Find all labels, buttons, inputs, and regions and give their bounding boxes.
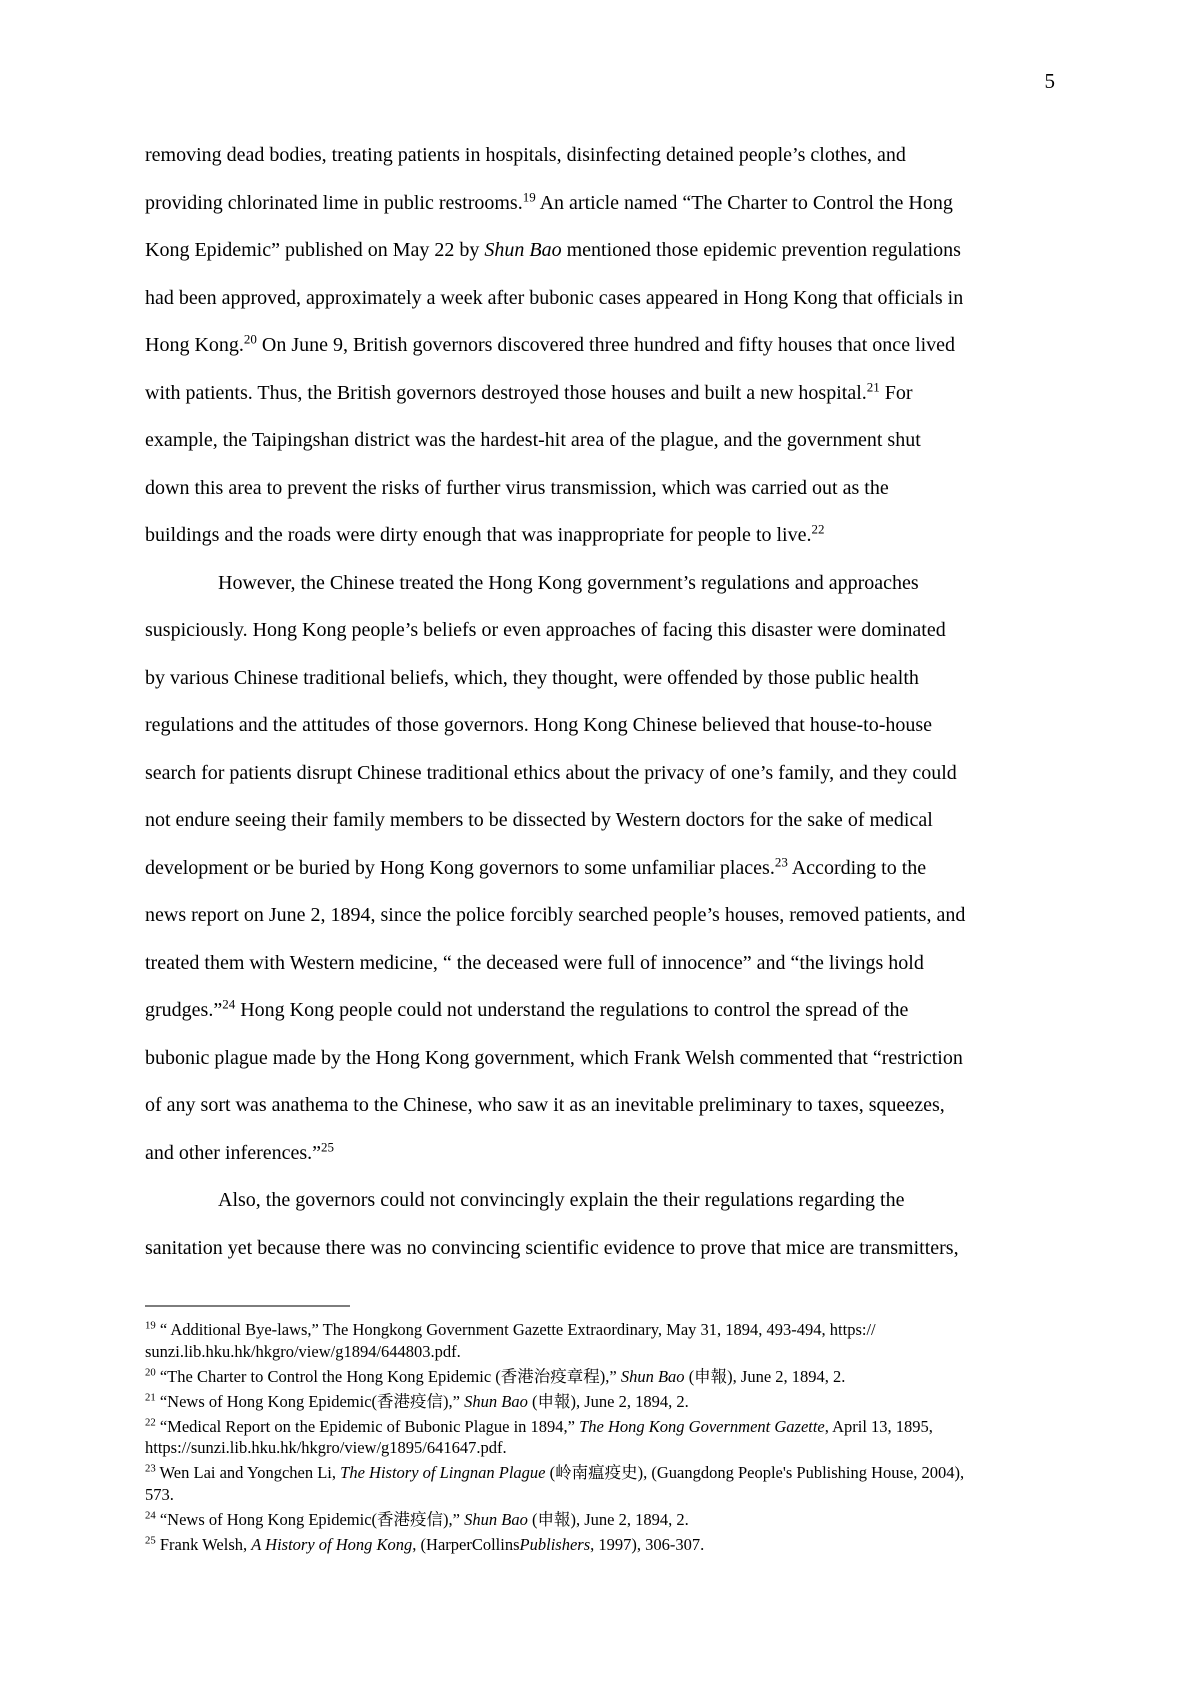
footnote-ref: 20: [243, 331, 257, 347]
body-line: [145, 512, 1057, 560]
body-line: [145, 370, 1057, 418]
text-run: removing dead bodies, treating patients in hospitals, disinfecting detained people’s clothes, and: [145, 144, 906, 166]
body-line: [145, 797, 1057, 845]
paragraph: [145, 132, 1057, 560]
footnote-line: [145, 1509, 1080, 1531]
italic-run: Shun Bao: [620, 1366, 685, 1386]
body-line: [145, 1035, 1057, 1083]
text-run: Frank Welsh,: [155, 1534, 252, 1554]
text-run: example, the Taipingshan district was the hardest-hit area of the plague, and the government shut: [145, 429, 921, 451]
footnote-item: [145, 1366, 1080, 1388]
text-run: (申報), June 2, 1894, 2.: [527, 1509, 689, 1529]
text-run: and other inferences.”: [145, 1141, 322, 1164]
footnote-item: [145, 1509, 1080, 1531]
text-run: bubonic plague made by the Hong Kong government, which Frank Welsh commented that “restriction: [145, 1046, 963, 1069]
footnote-item: [145, 1391, 1080, 1413]
footnote-line: [145, 1416, 1080, 1438]
text-run: Kong Epidemic” published on May 22 by: [145, 239, 485, 261]
body-line: [145, 417, 1057, 465]
italic-run: Shun Bao: [464, 1391, 528, 1411]
text-run: sanitation yet because there was no convincing scientific evidence to prove that mice are transmitters,: [145, 1236, 959, 1259]
footnote-line: [145, 1534, 1080, 1556]
text-run: , (HarperCollins: [412, 1534, 520, 1554]
text-run: According to the: [787, 856, 927, 879]
footnote-ref: 23: [774, 853, 788, 869]
text-run: news report on June 2, 1894, since the police forcibly searched people’s houses, removed patients, and: [145, 904, 966, 926]
italic-run: The History of Lingnan Plague: [340, 1463, 546, 1482]
text-run: “Medical Report on the Epidemic of Bubonic Plague in 1894,”: [155, 1416, 580, 1436]
text-run: treated them with Western medicine, “ the deceased were full of innocence” and “the livings hold: [145, 951, 924, 974]
body-line: [145, 655, 1057, 703]
text-run: “News of Hong Kong Epidemic(香港疫信),”: [155, 1391, 465, 1411]
text-run: “The Charter to Control the Hong Kong Epidemic (香港治疫章程),”: [155, 1366, 621, 1386]
text-run: buildings and the roads were dirty enough that was inappropriate for people to live.: [145, 524, 812, 546]
footnote-line: [145, 1391, 1080, 1413]
text-run: not endure seeing their family members to be dissected by Western doctors for the sake of medical: [145, 809, 933, 831]
text-run: mentioned those epidemic prevention regulations: [561, 239, 961, 261]
body-line: [145, 132, 1057, 180]
text-run: , April 13, 1895,: [824, 1416, 933, 1436]
body-line: [145, 702, 1057, 750]
footnote-ref: 25: [321, 1138, 335, 1154]
footnote-line: [145, 1437, 1080, 1459]
footnote-ref: 25: [145, 1534, 156, 1546]
text-run: (申報), June 2, 1894, 2.: [527, 1391, 689, 1411]
footnote-ref: 19: [522, 188, 536, 204]
text-run: down this area to prevent the risks of further virus transmission, which was carried out as the: [145, 476, 889, 499]
footnote-ref: 23: [145, 1462, 156, 1475]
footnote-line: [145, 1484, 1080, 1506]
body-line: [145, 1177, 1057, 1225]
body-line: [145, 845, 1057, 893]
body-line: [145, 560, 1057, 608]
body-line: [145, 227, 1057, 275]
text-run: development or be buried by Hong Kong governors to some unfamiliar places.: [145, 856, 775, 879]
footnote-item: [145, 1462, 1080, 1505]
text-run: 573.: [145, 1484, 174, 1504]
italic-run: Shun Bao: [464, 1509, 528, 1529]
paragraph: [145, 1177, 1057, 1272]
body-line: [145, 465, 1057, 513]
body-line: [145, 1225, 1057, 1273]
text-run: Also, the governors could not convincingly explain the their regulations regarding the: [218, 1189, 905, 1211]
paragraph: [145, 560, 1057, 1178]
footnotes: [145, 1319, 1080, 1559]
italic-run: Publishers: [519, 1534, 591, 1554]
text-run: with patients. Thus, the British governors destroyed those houses and built a new hospital.: [145, 381, 867, 404]
page-number: 5: [1044, 69, 1055, 93]
text-run: An article named “The Charter to Control the Hong: [535, 191, 953, 214]
text-run: suspiciously. Hong Kong people’s beliefs or even approaches of facing this disaster were dominated: [145, 619, 946, 641]
footnote-ref: 22: [811, 521, 825, 537]
footnote-item: [145, 1319, 1080, 1362]
text-run: https://sunzi.lib.hku.hk/hkgro/view/g1895/641647.pdf.: [145, 1438, 507, 1457]
footnote-ref: 21: [145, 1391, 156, 1403]
body-line: [145, 322, 1057, 370]
body-line: [145, 180, 1057, 228]
italic-run: The Hong Kong Government Gazette: [579, 1416, 825, 1436]
italic-run: A History of Hong Kong: [251, 1534, 413, 1554]
footnote-ref: 20: [145, 1366, 156, 1378]
footnote-line: [145, 1341, 1080, 1363]
text-run: , 1997), 306-307.: [590, 1534, 705, 1554]
text-run: For: [879, 381, 913, 404]
text-run: of any sort was anathema to the Chinese, who saw it as an inevitable preliminary to taxes, squeezes,: [145, 1094, 945, 1116]
text-run: “News of Hong Kong Epidemic(香港疫信),”: [155, 1509, 465, 1529]
footnote-ref: 24: [222, 996, 236, 1012]
text-run: “ Additional Bye-laws,” The Hongkong Government Gazette Extraordinary, May 31, 1894, 493-494, https://: [155, 1320, 876, 1339]
text-run: Wen Lai and Yongchen Li,: [155, 1463, 341, 1482]
footnote-ref: 24: [145, 1509, 156, 1521]
text-run: sunzi.lib.hku.hk/hkgro/view/g1894/644803.pdf.: [145, 1341, 461, 1361]
footnote-item: [145, 1534, 1080, 1556]
footnote-ref: 21: [866, 378, 880, 394]
footnote-line: [145, 1319, 1080, 1341]
footnote-ref: 19: [145, 1319, 156, 1332]
body-line: [145, 275, 1057, 323]
text-run: providing chlorinated lime in public restrooms.: [145, 191, 523, 214]
text-run: On June 9, British governors discovered three hundred and fifty houses that once lived: [256, 334, 956, 356]
text-run: However, the Chinese treated the Hong Kong government’s regulations and approaches: [218, 571, 919, 594]
footnote-line: [145, 1366, 1080, 1388]
text-run: (申報), June 2, 1894, 2.: [684, 1366, 846, 1386]
body-line: [145, 607, 1057, 655]
footnote-item: [145, 1416, 1080, 1459]
body-text: [145, 132, 1057, 1272]
text-run: search for patients disrupt Chinese traditional ethics about the privacy of one’s family, and they could: [145, 761, 957, 784]
text-run: grudges.”: [145, 999, 223, 1021]
footnote-line: [145, 1462, 1080, 1484]
italic-run: Shun Bao: [484, 239, 562, 261]
text-run: regulations and the attitudes of those governors. Hong Kong Chinese believed that house-to-house: [145, 714, 933, 736]
body-line: [145, 750, 1057, 798]
body-line: [145, 892, 1057, 940]
body-line: [145, 987, 1057, 1035]
footnote-ref: 22: [145, 1416, 156, 1428]
body-line: [145, 1082, 1057, 1130]
text-run: had been approved, approximately a week after bubonic cases appeared in Hong Kong that officials in: [145, 286, 964, 309]
body-line: [145, 940, 1057, 988]
footnote-separator: [145, 1305, 350, 1307]
text-run: Hong Kong people could not understand the regulations to control the spread of the: [235, 999, 909, 1021]
body-line: [145, 1130, 1057, 1178]
text-run: (岭南瘟疫史), (Guangdong People's Publishing House, 2004),: [545, 1463, 965, 1482]
text-run: by various Chinese traditional beliefs, which, they thought, were offended by those public health: [145, 666, 919, 689]
text-run: Hong Kong.: [145, 334, 244, 356]
